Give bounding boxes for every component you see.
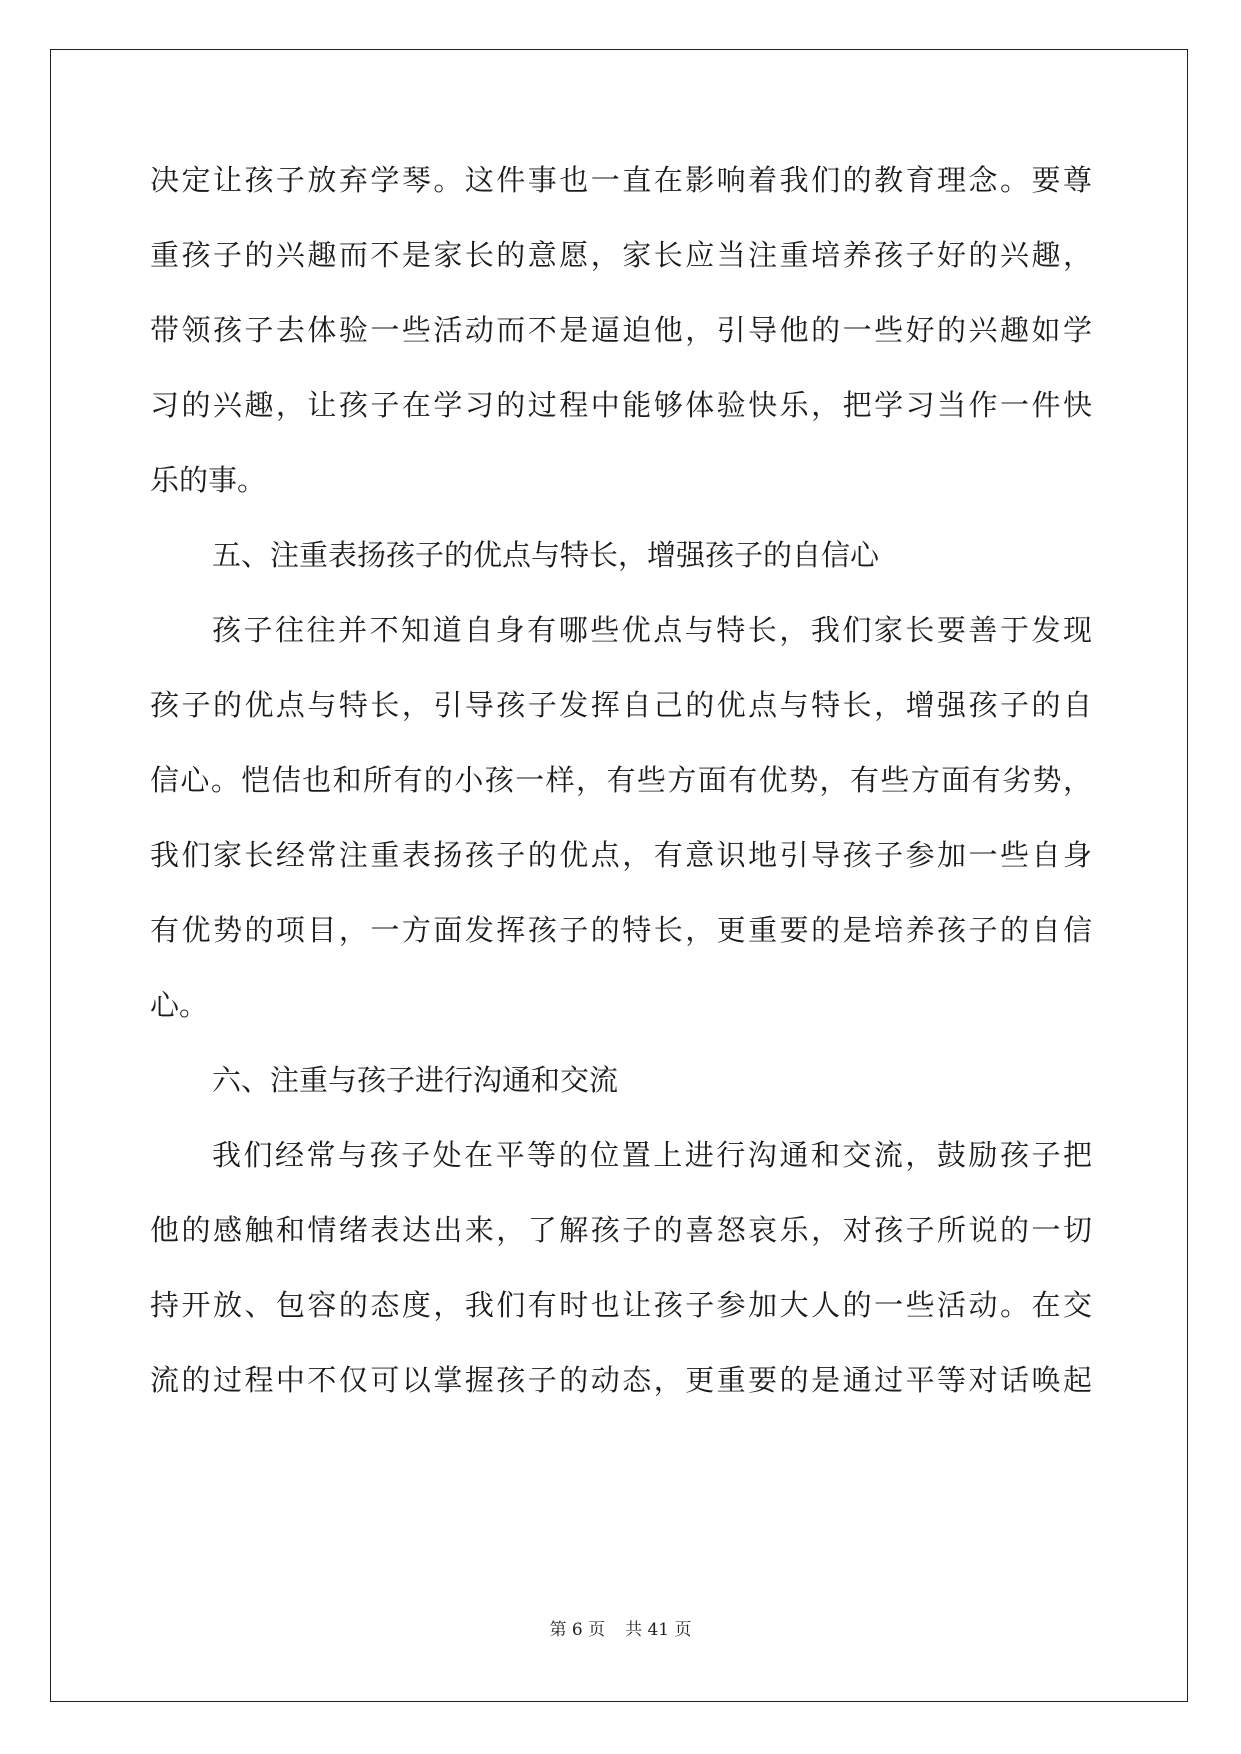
page-number: 第 6 页 <box>549 1620 606 1640</box>
paragraph-line: 重孩子的兴趣而不是家长的意愿，家长应当注重培养孩子好的兴趣， <box>150 238 1092 272</box>
paragraph-line: 带领孩子去体验一些活动而不是逼迫他，引导他的一些好的兴趣如学 <box>150 313 1092 347</box>
paragraph-line: 他的感触和情绪表达出来，了解孩子的喜怒哀乐，对孩子所说的一切 <box>150 1213 1092 1247</box>
paragraph-line: 心。 <box>150 988 209 1022</box>
paragraph-line: 持开放、包容的态度，我们有时也让孩子参加大人的一些活动。在交 <box>150 1288 1092 1322</box>
paragraph-line: 决定让孩子放弃学琴。这件事也一直在影响着我们的教育理念。要尊 <box>150 163 1092 197</box>
section-heading: 六、注重与孩子进行沟通和交流 <box>212 1063 619 1097</box>
paragraph-line: 乐的事。 <box>150 463 267 497</box>
page-border <box>50 49 1188 1702</box>
paragraph-line: 孩子的优点与特长，引导孩子发挥自己的优点与特长，增强孩子的自 <box>150 688 1092 722</box>
paragraph-line: 信心。恺佶也和所有的小孩一样，有些方面有优势，有些方面有劣势， <box>150 763 1092 797</box>
paragraph-line: 习的兴趣，让孩子在学习的过程中能够体验快乐，把学习当作一件快 <box>150 388 1092 422</box>
page-footer <box>0 1619 1241 1641</box>
paragraph-line: 流的过程中不仅可以掌握孩子的动态，更重要的是通过平等对话唤起 <box>150 1363 1092 1397</box>
paragraph-line: 孩子往往并不知道自身有哪些优点与特长，我们家长要善于发现 <box>212 613 1092 647</box>
page-total: 共 41 页 <box>625 1620 692 1640</box>
paragraph-line: 有优势的项目，一方面发挥孩子的特长，更重要的是培养孩子的自信 <box>150 913 1092 947</box>
paragraph-line: 我们家长经常注重表扬孩子的优点，有意识地引导孩子参加一些自身 <box>150 838 1092 872</box>
paragraph-line: 我们经常与孩子处在平等的位置上进行沟通和交流，鼓励孩子把 <box>212 1138 1092 1172</box>
section-heading: 五、注重表扬孩子的优点与特长，增强孩子的自信心 <box>212 538 880 572</box>
